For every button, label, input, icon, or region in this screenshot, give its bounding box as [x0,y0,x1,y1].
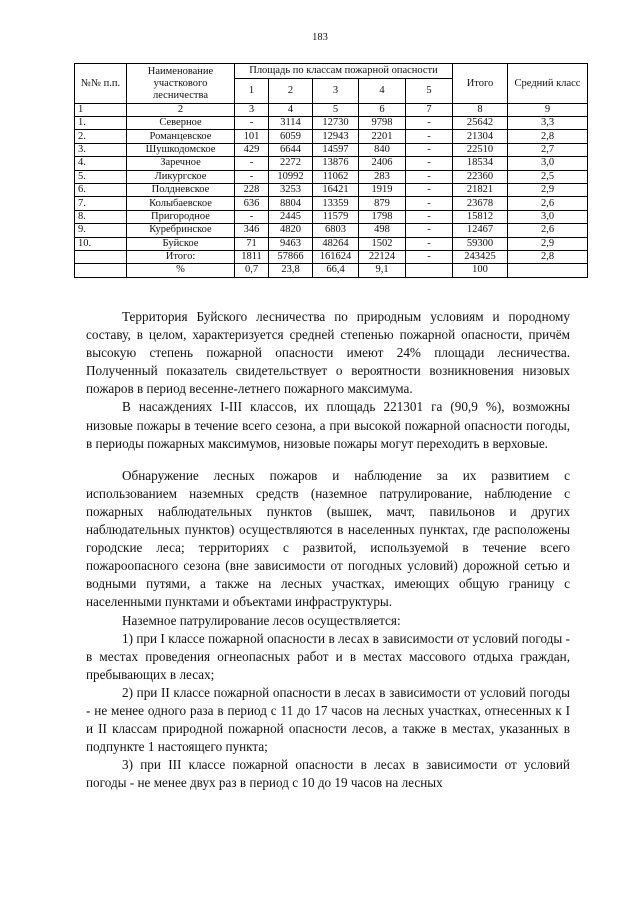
table-cell: 22124 [359,250,406,263]
header-class-5: 5 [406,79,453,104]
table-cell: 346 [235,224,269,237]
table-cell: 100 [453,264,508,277]
table-cell: 11062 [313,170,359,183]
table-cell: 12730 [313,117,359,130]
header-num: №№ п.п. [75,64,127,104]
index-cell: 9 [508,104,588,117]
index-cell: 2 [127,104,235,117]
table-cell: 429 [235,143,269,156]
table-cell: 283 [359,170,406,183]
table-cell: 7. [75,197,127,210]
table-cell: % [127,264,235,277]
page-number: 183 [312,32,328,43]
table-cell: 2,6 [508,197,588,210]
table-cell: 2,9 [508,183,588,196]
table-cell: 8. [75,210,127,223]
table-cell: 22360 [453,170,508,183]
header-area-group: Площадь по классам пожарной опасности [235,64,453,79]
table-body [75,117,588,278]
table-cell: 3253 [269,183,313,196]
table-cell: 66,4 [313,264,359,277]
table-cell: 3,0 [508,210,588,223]
table-cell: 13359 [313,197,359,210]
table-row [75,183,588,196]
table-row [75,117,588,130]
table-row [75,224,588,237]
paragraph: 3) при III классе пожарной опасности в лесах в зависимости от условий погоды - не менее двух раз в период с 10 до 19 часов на лесных [86,757,570,791]
header-class-1: 1 [235,79,269,104]
table-row [75,143,588,156]
table-row [75,264,588,277]
table-cell: - [406,197,453,210]
table-cell: 1. [75,117,127,130]
table-cell: 71 [235,237,269,250]
table-cell: - [235,157,269,170]
table-cell: 2,6 [508,224,588,237]
table-cell: 2272 [269,157,313,170]
table-cell: 21304 [453,130,508,143]
table-cell: - [406,224,453,237]
table-cell: Колыбаевское [127,197,235,210]
table-cell: 0,7 [235,264,269,277]
table-cell: 3114 [269,117,313,130]
paragraph: Территория Буйского лесничества по природным условиям и породному составу, в целом, характеризуется средней степенью пожарной опасности, причём высокую степень пожарной опасности имеют 24% площади лесничества. Полученный показатель свидетельствует о вероятности возникновения низовых пожаров в период весенне-летнего пожарного максимума. [86,309,570,397]
table-cell: 498 [359,224,406,237]
paragraph: 1) при I классе пожарной опасности в лесах в зависимости от условий погоды - в местах проведения огнеопасных работ и в местах массового отдыха граждан, пребывающих в лесах; [86,630,570,682]
header-total: Итого [453,64,508,104]
table-cell: 101 [235,130,269,143]
table-row [75,130,588,143]
table-cell [75,264,127,277]
table-cell: 2,7 [508,143,588,156]
table-cell: 23678 [453,197,508,210]
table-cell: 3,3 [508,117,588,130]
table-cell: 6644 [269,143,313,156]
table-cell: Итого: [127,250,235,263]
index-cell: 1 [75,104,127,117]
header-avg: Средний класс [508,64,588,104]
table-cell: - [406,250,453,263]
table-cell [508,264,588,277]
table-cell: Полдневское [127,183,235,196]
table-cell: 9. [75,224,127,237]
table-cell: Пригородное [127,210,235,223]
header-class-4: 4 [359,79,406,104]
table-cell: 3,0 [508,157,588,170]
table-cell: 2201 [359,130,406,143]
table-cell: 10. [75,237,127,250]
paragraph: Наземное патрулирование лесов осуществляется: [122,612,401,628]
table-cell: 3. [75,143,127,156]
table-cell: 48264 [313,237,359,250]
table-cell: - [235,170,269,183]
table-row [75,170,588,183]
table-cell: - [406,157,453,170]
paragraph: В насаждениях I-III классов, их площадь 221301 га (90,9 %), возможны низовые пожары в течение всего сезона, а при высокой пожарной опасности погоды, в периоды пожарных максимумов, низовые пожары могут переходить в верховые. [86,399,570,451]
table-cell: Романцевское [127,130,235,143]
table-cell: 2,8 [508,130,588,143]
table-cell: 2. [75,130,127,143]
index-cell: 3 [235,104,269,117]
table-cell: Северное [127,117,235,130]
fire-danger-table [74,63,588,278]
header-name: Наименование участкового лесничества [127,64,235,104]
index-cell: 5 [313,104,359,117]
table-cell: 6059 [269,130,313,143]
table-cell: - [406,143,453,156]
table-cell: 9463 [269,237,313,250]
table-cell: - [406,170,453,183]
table-cell: 9798 [359,117,406,130]
table-cell: 11579 [313,210,359,223]
table-cell: 18534 [453,157,508,170]
paragraph: Обнаружение лесных пожаров и наблюдение за их развитием с использованием наземных средств (наземное патрулирование, наблюдение с пожарных наблюдательных пунктов (вышек, мачт, павильонов и других наблюдательных пунктов) осуществляются в населенных пунктах, где расположены городские леса; территориях с развитой, используемой в течение всего пожароопасного сезона (вне зависимости от погодных условий) дорожной сетью и водными путями, а также на лесных участках, имеющих общую границу с населенными пунктами и объектами инфраструктуры. [86,467,570,610]
table-cell: 228 [235,183,269,196]
table-cell: 10992 [269,170,313,183]
header-class-3: 3 [313,79,359,104]
table-cell: - [406,183,453,196]
table-cell: 1811 [235,250,269,263]
table-cell: Заречное [127,157,235,170]
table-cell: 21821 [453,183,508,196]
table-cell: Ликургское [127,170,235,183]
table-cell: - [406,130,453,143]
table-cell: 2445 [269,210,313,223]
table-row [75,250,588,263]
table-cell: Шушкодомское [127,143,235,156]
table-cell: - [406,210,453,223]
body-text [86,308,570,792]
index-cell: 4 [269,104,313,117]
table-cell: 59300 [453,237,508,250]
table-cell: 1502 [359,237,406,250]
table-cell: 15812 [453,210,508,223]
table-cell: 2,5 [508,170,588,183]
index-cell: 6 [359,104,406,117]
table-cell: 4. [75,157,127,170]
paragraph: 2) при II классе пожарной опасности в лесах в зависимости от условий погоды - не менее одного раза в период с 11 до 17 часов на лесных участках, отнесенных к I и II классам природной пожарной опасности лесов, а также в местах, указанных в подпункте 1 настоящего пункта; [86,684,570,755]
table-cell: 840 [359,143,406,156]
table-row [75,237,588,250]
table-cell: 25642 [453,117,508,130]
table-cell [75,250,127,263]
table-cell: 5. [75,170,127,183]
table-cell: 12467 [453,224,508,237]
table-row [75,157,588,170]
table-cell: 16421 [313,183,359,196]
table-cell: 23,8 [269,264,313,277]
table-cell: 8804 [269,197,313,210]
table-cell: 879 [359,197,406,210]
index-cell: 7 [406,104,453,117]
table-cell: - [235,117,269,130]
table-cell: 9,1 [359,264,406,277]
table-cell: 243425 [453,250,508,263]
table-cell: 22510 [453,143,508,156]
table-cell: 13876 [313,157,359,170]
table-cell: 57866 [269,250,313,263]
table-cell: 12943 [313,130,359,143]
table-cell: 14597 [313,143,359,156]
table-cell: - [235,210,269,223]
table-row [75,210,588,223]
table-cell: 6. [75,183,127,196]
table-cell: 1798 [359,210,406,223]
table-cell: 161624 [313,250,359,263]
table-cell: 2,9 [508,237,588,250]
header-class-2: 2 [269,79,313,104]
table-cell: Буйское [127,237,235,250]
table-cell: Куребринское [127,224,235,237]
table-cell: - [406,237,453,250]
table-cell: 636 [235,197,269,210]
table-row [75,197,588,210]
table-cell [406,264,453,277]
index-cell: 8 [453,104,508,117]
table-cell: - [406,117,453,130]
table-cell: 2406 [359,157,406,170]
table-cell: 1919 [359,183,406,196]
table-cell: 2,8 [508,250,588,263]
table-cell: 4820 [269,224,313,237]
table-cell: 6803 [313,224,359,237]
